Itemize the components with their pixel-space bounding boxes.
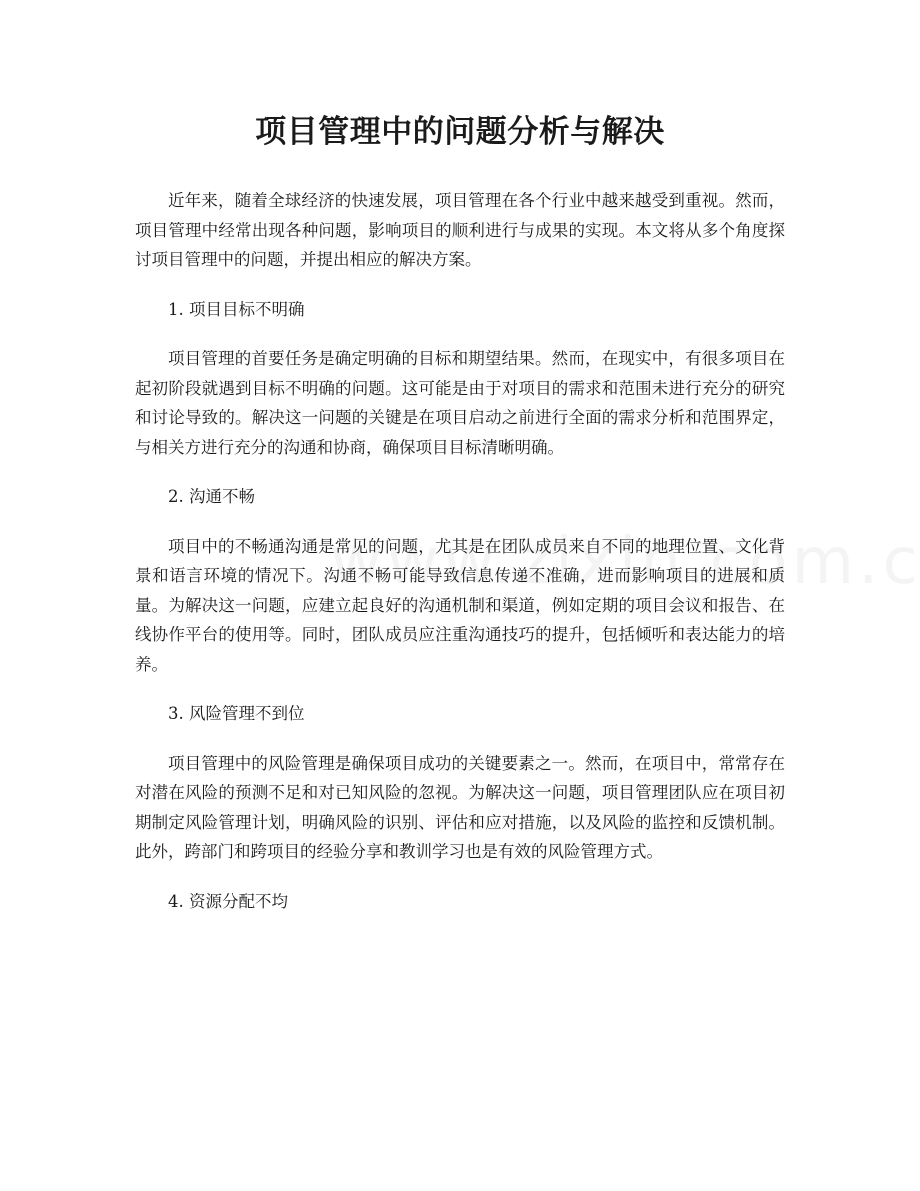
section-heading-3: 3. 风险管理不到位 bbox=[168, 704, 305, 723]
document-title: 项目管理中的问题分析与解决 bbox=[255, 114, 665, 150]
section-heading-1: 1. 项目目标不明确 bbox=[168, 299, 305, 319]
document-page bbox=[135, 108, 785, 936]
section-body-2: 项目中的不畅通沟通是常见的问题，尤其是在团队成员来自不同的地理位置、文化背景和语言环境的情况下。沟通不畅可能导致信息传递不准确，进而影响项目的进展和质量。为解决这一问题，应建立起良好的沟通机制和渠道，例如定期的项目会议和报告、在线协作平台的使用等。同时，团队成员应注重沟通技巧的提升，包括倾听和表达能力的培养。 bbox=[135, 536, 785, 674]
intro-paragraph: 近年来，随着全球经济的快速发展，项目管理在各个行业中越来越受到重视。然而，项目管理中经常出现各种问题，影响项目的顺利进行与成果的实现。本文将从多个角度探讨项目管理中的问题，并提出相应的解决方案。 bbox=[135, 191, 785, 269]
section-body-3: 项目管理中的风险管理是确保项目成功的关键要素之一。然而，在项目中，常常存在对潜在风险的预测不足和对已知风险的忽视。为解决这一问题，项目管理团队应在项目初期制定风险管理计划，明确风险的识别、评估和应对措施，以及风险的监控和反馈机制。此外，跨部门和跨项目的经验分享和教训学习也是有效的风险管理方式。 bbox=[135, 753, 785, 861]
section-heading-2: 2. 沟通不畅 bbox=[168, 487, 255, 506]
section-heading-4: 4. 资源分配不均 bbox=[168, 891, 288, 911]
section-body-1: 项目管理的首要任务是确定明确的目标和期望结果。然而，在现实中，有很多项目在起初阶段就遇到目标不明确的问题。这可能是由于对项目的需求和范围未进行充分的研究和讨论导致的。解决这一问题的关键是在项目启动之前进行全面的需求分析和范围界定，与相关方进行充分的沟通和协商，确保项目目标清晰明确。 bbox=[135, 349, 785, 457]
